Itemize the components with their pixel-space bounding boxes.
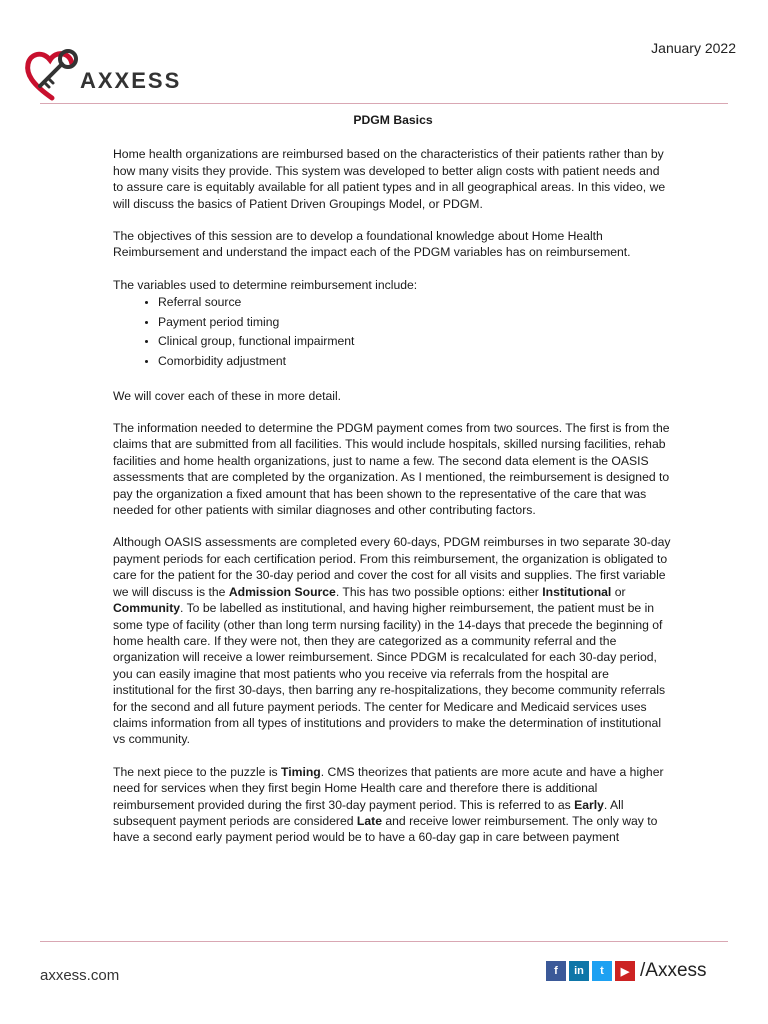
- twitter-icon[interactable]: t: [592, 961, 612, 981]
- footer-website[interactable]: axxess.com: [40, 967, 120, 984]
- header-divider: [40, 103, 728, 104]
- paragraph-admission-source: [113, 534, 673, 747]
- paragraph-variables-intro: The variables used to determine reimbursement include:: [113, 277, 418, 292]
- text-run: or: [611, 584, 626, 599]
- paragraph-objectives: The objectives of this session are to develop a foundational knowledge about Home Health Reimbursement and understand the impact each of the PDGM variables has on reimbursement.: [113, 229, 631, 260]
- header-date: January 2022: [651, 40, 736, 56]
- bold-timing: Timing: [281, 764, 321, 779]
- paragraph-timing: [113, 764, 673, 846]
- footer-divider: [40, 941, 728, 942]
- text-run: . This has two possible options: either: [335, 584, 543, 599]
- bold-institutional: Institutional: [542, 584, 612, 599]
- variables-list: [113, 293, 673, 371]
- logo-wordmark: AXXESS: [80, 68, 182, 93]
- bold-admission-source: Admission Source: [228, 584, 336, 599]
- list-item: • Comorbidity adjustment: [158, 352, 673, 372]
- document-body: [113, 112, 673, 862]
- bold-early: Early: [574, 797, 604, 812]
- paragraph-cover-detail: We will cover each of these in more detail.: [113, 388, 342, 403]
- bold-community: Community: [113, 601, 181, 616]
- text-run: . CMS theorizes that patients are more acute and have a higher need for services when they first begin Home Health care and therefore there is additional reimbursement provided during the first 30-day payment period. This is referred to as: [113, 764, 664, 812]
- axxess-logo: [22, 46, 181, 102]
- text-run: . To be labelled as institutional, and having higher reimbursement, the patient must be in some type of facility (other than long term nursing facility) in the 14-days that precede the beginning of home health care. If they were not, then they are categorized as a community referral and the organization will receive a lower reimbursement. Since PDGM is recalculated for each 30-day period, you can easily imagine that most patients who you receive via referrals from the hospital are institutional for the first 30-days, then barring any re-hospitalizations, they become community referrals for the second and all future payment periods. The center for Medicare and Medicaid services uses claims information from all types of institutions and providers to make the determination of institutional vs community.: [113, 601, 666, 747]
- linkedin-icon[interactable]: in: [569, 961, 589, 981]
- list-item: • Payment period timing: [158, 313, 673, 333]
- bold-late: Late: [356, 813, 382, 828]
- text-run: and receive lower reimbursement. The only way to have a second early payment period would be to have a 60-day gap in care between payment: [113, 813, 658, 845]
- paragraph-intro: Home health organizations are reimbursed based on the characteristics of their patients rather than by how many visits they provide. This system was developed to better align costs with patient needs and to assure care is equitably available for all patient types and in all geographical areas. In this video, we will discuss the basics of Patient Driven Groupings Model, or PDGM.: [113, 147, 666, 211]
- text-run: . All subsequent payment periods are considered: [113, 797, 624, 828]
- document-title: PDGM Basics: [353, 113, 433, 127]
- heart-key-logo-icon: [22, 46, 86, 102]
- facebook-icon[interactable]: f: [546, 961, 566, 981]
- text-run: Although OASIS assessments are completed every 60-days, PDGM reimburses in two separate 30-day payment periods for each certification period. From this reimbursement, the organization is obligated to care for the patient for the 30-day period and cover the cost for all visits and supplies. The first variable we will discuss is the: [113, 535, 671, 599]
- paragraph-data-sources: The information needed to determine the PDGM payment comes from two sources. The first is from the claims that are submitted from all facilities. This would include hospitals, skilled nursing facilities, rehab facilities and home health organizations, just to name a few. The second data element is the OASIS assessments that are completed by the organization. As I mentioned, the reimbursement is designed to pay the organization a fixed amount that has been shown to the representative of the care that was needed for other patients with similar diagnoses and other contributing factors.: [113, 421, 670, 518]
- list-item: • Clinical group, functional impairment: [158, 332, 673, 352]
- social-handle[interactable]: /Axxess: [640, 960, 707, 981]
- list-item: • Referral source: [158, 293, 673, 313]
- youtube-icon[interactable]: ▶: [615, 961, 635, 981]
- social-links: [546, 960, 707, 982]
- text-run: The next piece to the puzzle is: [113, 764, 282, 779]
